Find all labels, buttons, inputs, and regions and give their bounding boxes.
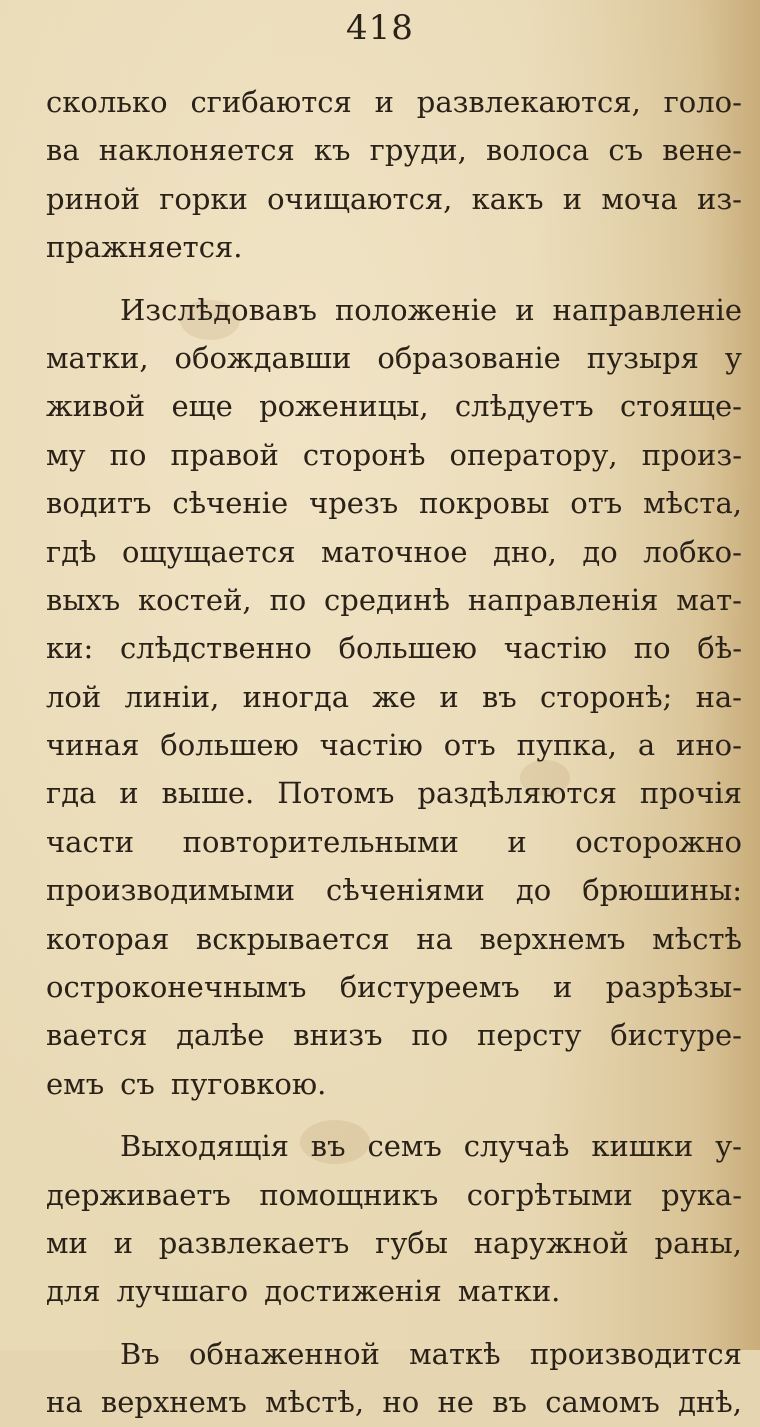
text-line: ва наклоняется къ груди, волоса съ вене- [46,133,742,168]
text-line: ки: слѣдственно большею частію по бѣ- [46,631,742,666]
text-line: остроконечнымъ бистуреемъ и разрѣзы- [46,970,742,1005]
text-line: держиваетъ помощникъ согрѣтыми рука- [46,1177,742,1212]
text-line: Въ обнаженной маткѣ производится [120,1336,742,1371]
text-line: чиная большею частію отъ пупка, а ино- [46,728,742,763]
page-text [46,78,742,1427]
text-line: вается далѣе внизъ по персту бистуре- [46,1018,742,1053]
text-line: на верхнемъ мѣстѣ, но не въ самомъ днѣ, [46,1385,742,1420]
paragraph-gap [46,1108,742,1122]
text-line: живой еще роженицы, слѣдуетъ стояще- [46,389,742,424]
paragraph [46,286,742,1109]
text-line: му по правой сторонѣ оператору, произ- [46,437,742,472]
text-line: части повторительными и осторожно [46,824,742,859]
text-line: лой линіи, иногда же и въ сторонѣ; на- [46,679,742,714]
text-line: гда и выше. Потомъ раздѣляются прочія [46,776,742,811]
text-line: емъ съ пуговкою. [46,1066,327,1101]
text-line: матки, обождавши образованіе пузыря у [46,340,742,375]
text-line: гдѣ ощущается маточное дно, до лобко- [46,534,742,569]
text-line: выхъ костей, по срединѣ направленія мат- [46,582,742,617]
text-line: риной горки очищаются, какъ и моча из- [46,181,742,216]
paragraph [46,1330,742,1427]
text-line: водитъ сѣченіе чрезъ покровы отъ мѣста, [46,486,742,521]
text-line: ми и развлекаетъ губы наружной раны, [46,1225,742,1260]
text-line: для лучшаго достиженія матки. [46,1274,561,1309]
text-line: сколько сгибаются и развлекаются, голо- [46,85,742,119]
paragraph [46,78,742,272]
text-line: которая вскрывается на верхнемъ мѣстѣ [46,921,742,956]
page-number: 418 [346,8,414,48]
text-line: Изслѣдовавъ положеніе и направленіе [120,292,742,327]
text-line: Выходящія въ семъ случаѣ кишки у- [120,1129,742,1164]
paragraph-gap [46,272,742,286]
paragraph [46,1122,742,1316]
text-line: пражняется. [46,230,243,265]
text-line: производимыми сѣченіями до брюшины: [46,873,742,908]
paragraph-gap [46,1316,742,1330]
